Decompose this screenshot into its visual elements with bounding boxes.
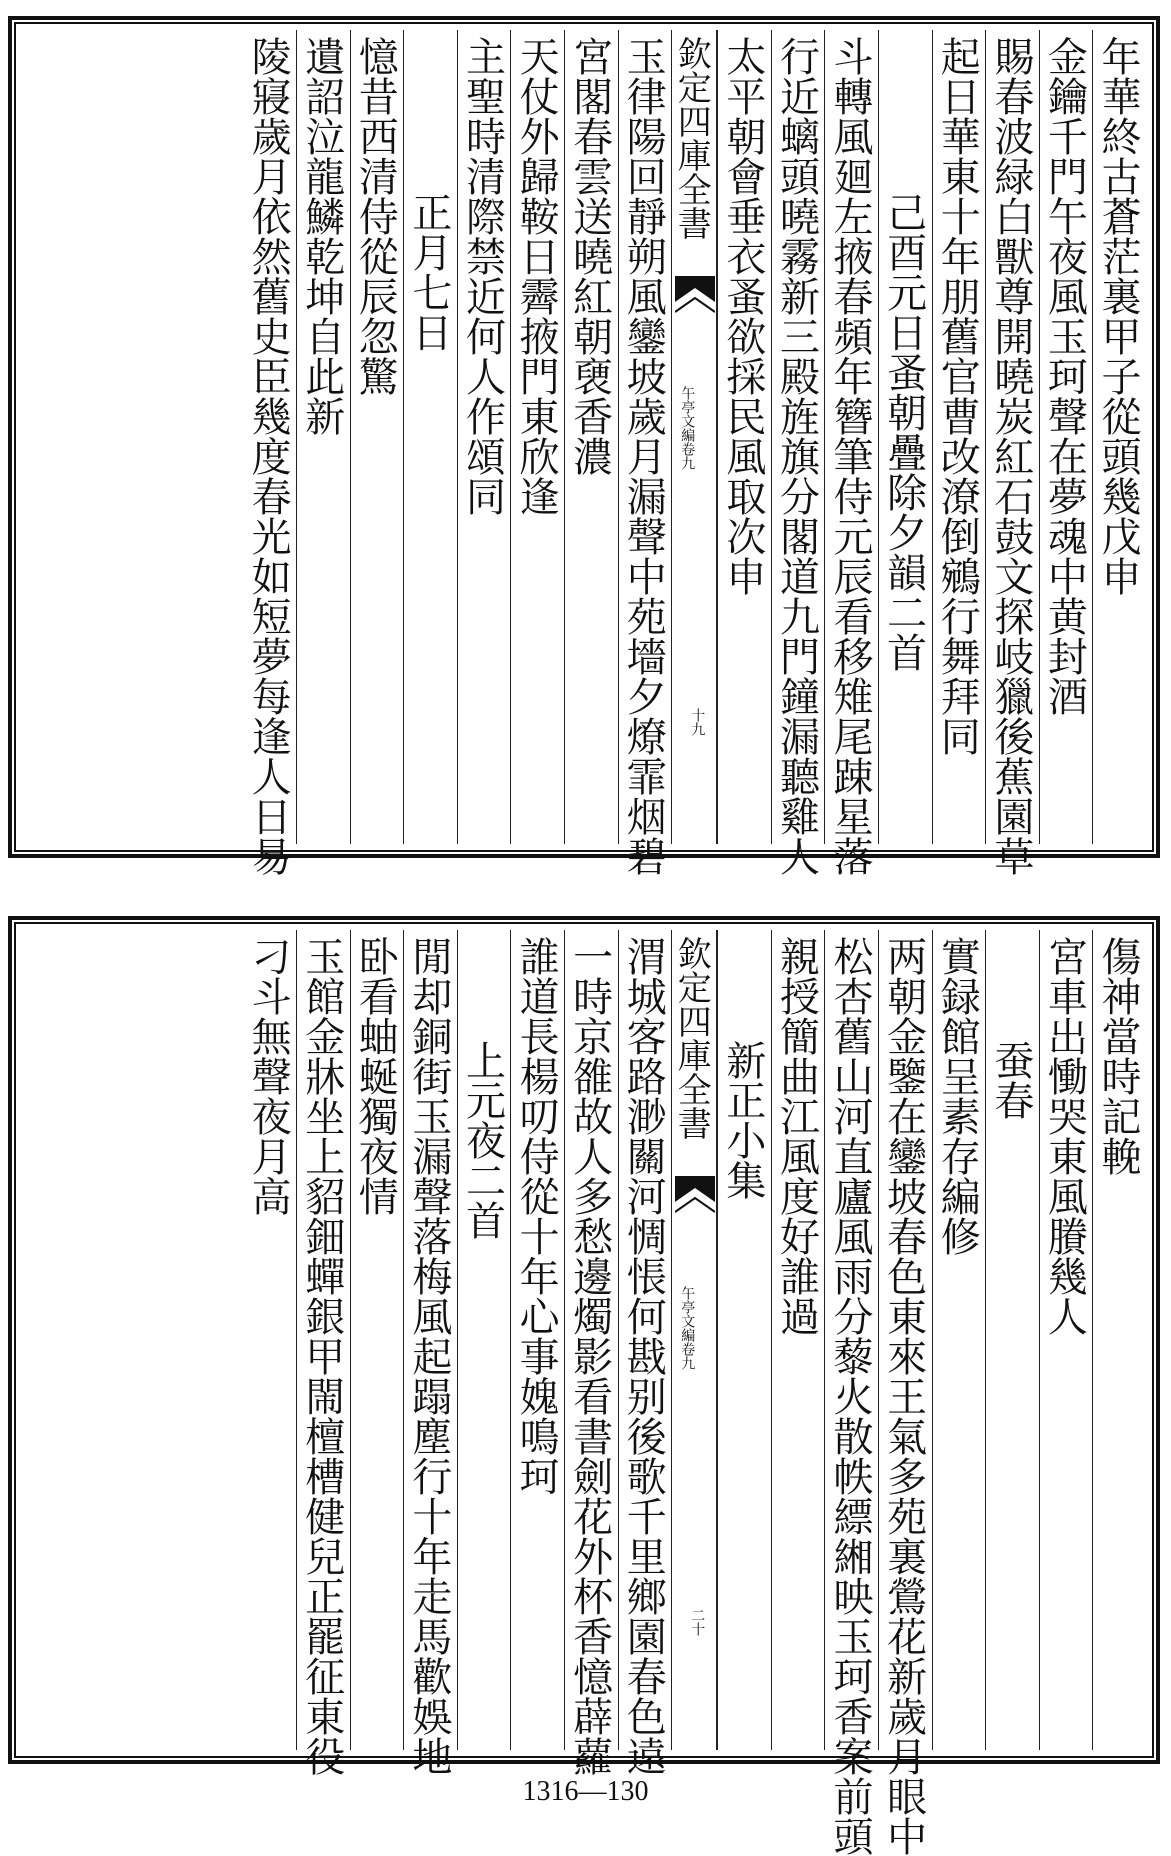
text-column [243, 30, 297, 876]
book-title: 欽定四庫全書 [671, 36, 712, 240]
column-text: 新正小集 [719, 1040, 766, 1200]
column-text: 閒却銅街玉漏聲落梅風起蹋塵行十年走馬歡娛地 [405, 936, 452, 1776]
column-text: 金鑰千門午夜風玉珂聲在夢魂中黄封酒 [1041, 36, 1088, 716]
text-column [717, 930, 771, 1750]
text-column [878, 30, 932, 844]
column-text: 行近螭頭曉霧新三殿旌旗分閣道九門鐘漏聽雞人 [773, 36, 820, 876]
text-column [824, 930, 878, 1856]
column-text: 玉館金牀坐上貂鈿蟬銀甲閙檀槽健兒正罷征東役 [298, 936, 345, 1776]
column-text: 親授簡曲江風度好誰過 [773, 936, 820, 1336]
column-text: 两朝金鑒在鑾坡春色東來王氣多苑裏鶯花新歲月眼中 [880, 936, 927, 1856]
text-column [771, 930, 825, 1750]
text-column [1092, 30, 1146, 844]
text-column [510, 30, 564, 844]
top-page-columns [22, 30, 1146, 876]
text-column [296, 30, 350, 844]
volume-label-part: 卷九 [679, 1342, 696, 1370]
text-column [1092, 930, 1146, 1750]
column-text: 遺詔泣龍鱗乾坤自此新 [298, 36, 345, 436]
center-fold-column [671, 930, 717, 1750]
column-text: 正月七日 [405, 192, 452, 352]
column-text: 憶昔西清侍從辰忽驚 [352, 36, 399, 396]
column-text: 傷神當時記輓 [1095, 936, 1141, 1176]
volume-label [679, 386, 694, 470]
column-text: 實録館呈素存編修 [934, 936, 981, 1256]
column-text: 刁斗無聲夜月高 [245, 936, 292, 1216]
text-column [457, 30, 511, 844]
text-column [243, 930, 297, 1750]
text-column [564, 930, 618, 1776]
column-text: 年華終古蒼茫裏甲子從頭幾戊申 [1095, 36, 1141, 596]
column-text: 太平朝會垂衣蚤欲採民風取次申 [719, 36, 766, 596]
column-text: 己酉元日蚤朝疊除夕韻二首 [880, 192, 927, 672]
column-text: 卧看蚰蜒獨夜情 [352, 936, 399, 1216]
column-text: 蚕春 [987, 1040, 1034, 1120]
column-text: 宮車出慟哭東風賸幾人 [1041, 936, 1088, 1336]
column-text: 天仗外歸鞍日霽掖門東欣逢 [513, 36, 560, 516]
column-text: 起日華東十年朋舊官曹改潦倒鵷行舞拜同 [934, 36, 981, 756]
column-text: 宮閣春雲送曉紅朝褏香濃 [566, 36, 613, 476]
fish-tail-mark-icon [675, 1176, 715, 1224]
text-column [932, 930, 986, 1750]
text-column [564, 30, 618, 844]
text-column [296, 930, 350, 1776]
text-column [878, 930, 932, 1856]
text-column [717, 30, 771, 844]
fish-tail-mark-icon [675, 276, 715, 324]
text-column [985, 930, 1039, 1750]
top-page [8, 16, 1160, 876]
column-text: 松杏舊山河直廬風雨分藜火散帙縹緗映玉珂香案前頭 [827, 936, 874, 1856]
column-text: 主聖時清際禁近何人作頌同 [459, 36, 506, 516]
text-column [932, 30, 986, 844]
leaf-page-number: 二十 [689, 1608, 706, 1636]
text-column [618, 930, 672, 1776]
text-column [510, 930, 564, 1750]
column-text: 賜春波緑白獸尊開曉炭紅石鼓文探岐獵後蕉園草 [987, 36, 1034, 876]
column-text: 上元夜二首 [459, 1040, 506, 1240]
column-text: 誰道長楊叨侍從十年心事媿鳴珂 [513, 936, 560, 1496]
text-column [457, 930, 511, 1750]
volume-label-part: 午亭文編 [679, 1286, 696, 1342]
leaf-page-number: 十九 [689, 708, 706, 736]
text-column [824, 30, 878, 876]
text-column [403, 930, 457, 1776]
column-text: 斗轉風廻左掖春頻年簪筆侍元辰看移雉尾踈星落 [827, 36, 874, 876]
text-column [350, 30, 404, 844]
page-footer-number: 1316—130 [522, 1776, 649, 1807]
text-column [1039, 930, 1093, 1750]
column-text: 渭城客路渺關河惆悵何戡别後歌千里鄉園春色遠 [620, 936, 667, 1776]
text-column [350, 930, 404, 1750]
text-column [1039, 30, 1093, 844]
center-fold-column [671, 30, 717, 844]
volume-label-part: 卷九 [679, 442, 696, 470]
column-text: 一時京雒故人多愁邊燭影看書劍花外杯香憶薜蘿 [566, 936, 613, 1776]
text-column [985, 30, 1039, 876]
volume-label-part: 午亭文編 [679, 386, 696, 442]
text-column [618, 30, 672, 876]
text-column [771, 30, 825, 876]
volume-label [679, 1286, 694, 1370]
book-title: 欽定四庫全書 [671, 936, 712, 1140]
text-column [403, 30, 457, 844]
column-text: 玉律陽回靜朔風鑾坡歲月漏聲中苑墻夕燎霏烟碧 [620, 36, 667, 876]
column-text: 陵寢歲月依然舊史臣幾度春光如短夢每逢人日易 [245, 36, 292, 876]
